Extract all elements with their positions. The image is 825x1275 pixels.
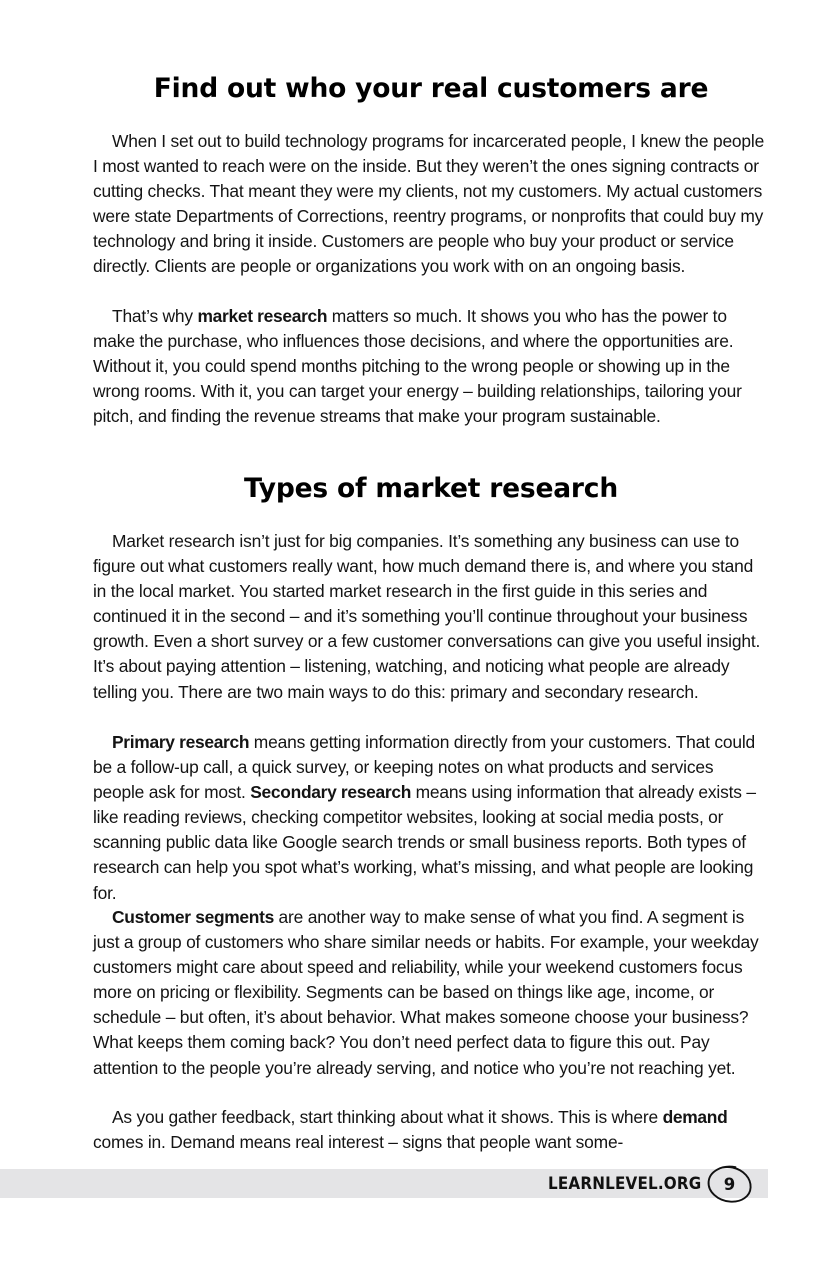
- paragraph-why-research: [93, 304, 769, 429]
- page-number-badge: [705, 1163, 753, 1205]
- term-customer-segments: Customer segments: [112, 907, 274, 927]
- footer-site-name: LEARNLEVEL.ORG: [548, 1174, 702, 1193]
- primary-research-text: means getting information directly from your customers. That could be a follow-up call, a quick survey, or keeping notes on what products and services people ask for most.: [93, 732, 755, 803]
- customer-segments-text: are another way to make sense of what you find. A segment is just a group of customers who share similar needs or habits. For example, your weekday customers might care about speed and reliability, while your weekend customers focus more on pricing or flexibility. Segments can be based on things like age, income, or schedule – but often, it’s about behavior. What makes someone choose your business? What keeps them coming back? You don’t need perfect data to figure this out. Pay attention to the people you’re already serving, and notice who you’re not reaching yet.: [93, 907, 759, 1078]
- paragraph-demand: [93, 1105, 769, 1155]
- page-number: 9: [723, 1175, 736, 1194]
- paragraph-intro-block: [93, 129, 769, 280]
- paragraph-types-intro: Market research isn’t just for big companies. It’s something any business can use to figure out what customers really want, how much demand there is, and where you stand in the local market. You started market research in the first guide in this series and continued it in the second – and it’s something you’ll continue throughout your business growth. Even a short survey or a few customer conversations can give you useful insight. It’s about paying attention – listening, watching, and noticing what people are already telling you. There are two main ways to do this: primary and secondary research.: [93, 531, 761, 702]
- section-heading-2-container: [93, 474, 769, 504]
- term-market-research: market research: [197, 306, 328, 326]
- paragraph-primary-secondary-block: [93, 730, 769, 906]
- why-research-lead: That’s why: [112, 306, 198, 326]
- paragraph-customer-segments-block: [93, 905, 769, 1081]
- paragraph-why-research-block: [93, 304, 769, 429]
- paragraph-primary-secondary: [93, 730, 769, 906]
- paragraph-intro: When I set out to build technology programs for incarcerated people, I knew the people I most wanted to reach were on the inside. But they weren’t the ones signing contracts or cutting checks. That meant they were my clients, not my customers. My actual customers were state Departments of Corrections, reentry programs, or nonprofits that could buy my technology and bring it inside. Customers are people who buy your product or service directly. Clients are people or organizations you work with on an ongoing basis.: [93, 131, 765, 277]
- section-heading-types-of-market-research: Types of market research: [244, 473, 618, 504]
- section-heading-1-container: [93, 74, 769, 104]
- term-primary-research: Primary research: [112, 732, 250, 752]
- demand-rest: comes in. Demand means real interest – signs that people want some-: [93, 1132, 624, 1153]
- term-secondary-research: Secondary research: [250, 782, 412, 803]
- paragraph-types-intro-block: [93, 529, 769, 705]
- why-research-rest: matters so much. It shows you who has the power to make the purchase, who influences those decisions, and where the opportunities are. Without it, you could spend months pitching to the wrong people or showing up in the wrong rooms. With it, you can target your energy – building relationships, tailoring your pitch, and finding the revenue streams that make your program sustainable.: [93, 306, 742, 427]
- paragraph-customer-segments: [93, 905, 769, 1081]
- term-demand: demand: [662, 1107, 728, 1127]
- paragraph-demand-block: [93, 1105, 769, 1155]
- demand-lead: As you gather feedback, start thinking about what it shows. This is where: [112, 1107, 663, 1127]
- secondary-research-text: means using information that already exists – like reading reviews, checking competitor websites, looking at social media posts, or scanning public data like Google search trends or small business reports. Both types of research can help you spot what’s working, what’s missing, and what people are looking for.: [93, 782, 756, 903]
- page-title: Find out who your real customers are: [153, 73, 709, 104]
